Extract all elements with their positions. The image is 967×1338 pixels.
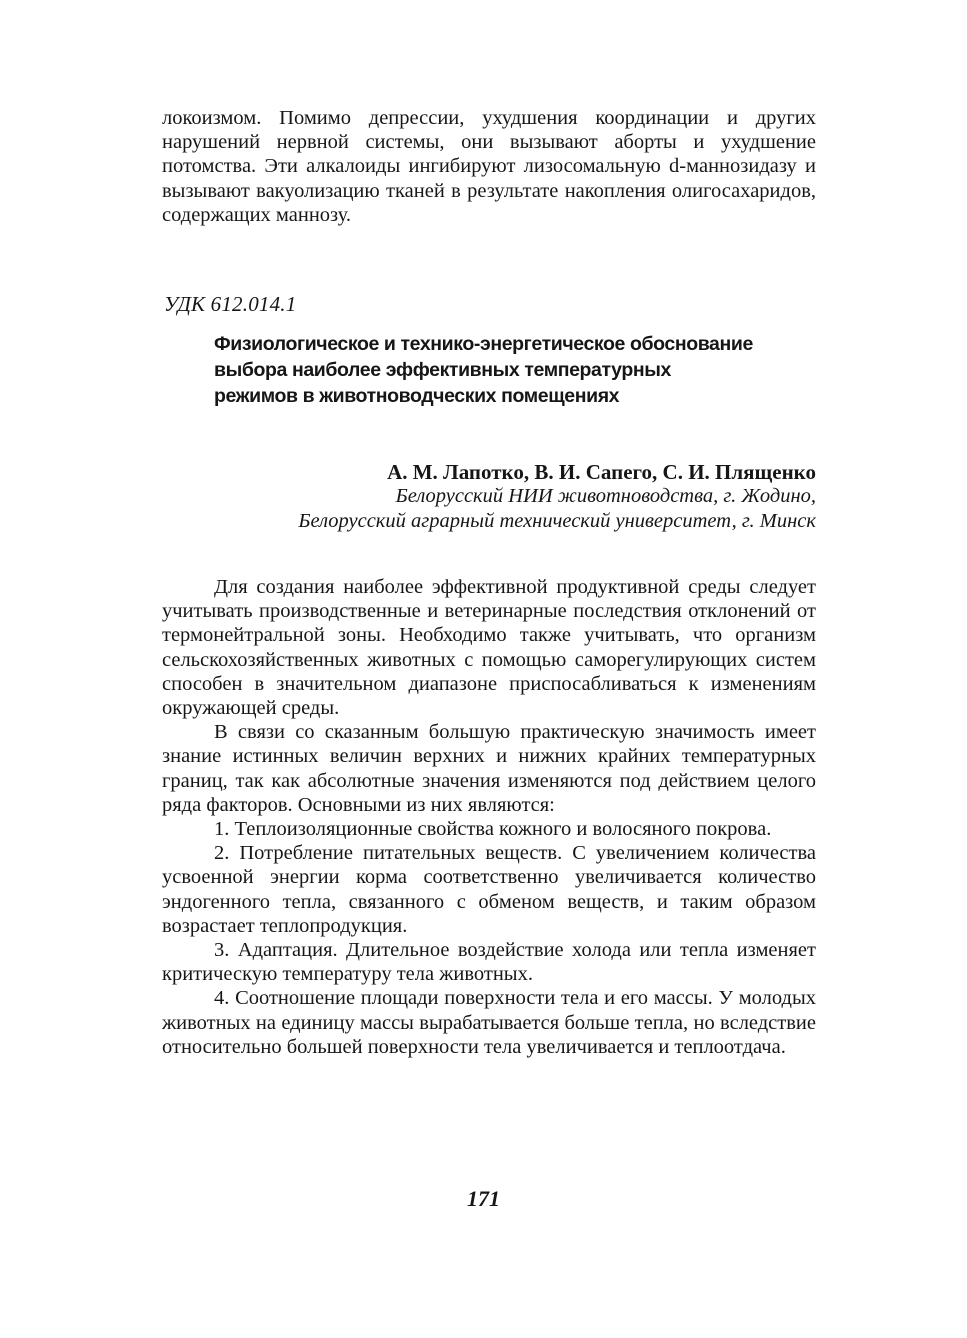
list-item: 3. Адаптация. Длительное воздействие холода или тепла изменяет критическую температуру тела животных. xyxy=(162,939,816,986)
affiliation-2: Белорусский аграрный технический университет, г. Минск xyxy=(298,510,816,532)
list-item: 2. Потребление питательных веществ. С увеличением количества усвоенной энергии корма соответственно увеличивается количество эндогенного тепла, связанного с обменом веществ, и таким образом возрастает теплопродукция. xyxy=(162,842,816,937)
body-paragraph: В связи со сказанным большую практическую значимость имеет знание истинных величин верхних и нижних крайних температурных границ, так как абсолютные значения изменяются под действием целого ряда факторов. Основными из них являются: xyxy=(162,721,816,816)
article-body xyxy=(162,575,816,1059)
body-paragraph: Для создания наиболее эффективной продуктивной среды следует учитывать производственные и ветеринарные последствия отклонений от термонейтральной зоны. Необходимо также учитывать, что организм сельскохозяйственных животных с помощью саморегулирующих систем способен в значительном диапазоне приспосабливаться к изменениям окружающей среды. xyxy=(162,576,816,720)
article-title: Физиологическое и технико-энергетическое обоснование выбора наиболее эффективных температурных режимов в животноводческих помещениях xyxy=(214,333,753,407)
article-authors: А. М. Лапотко, В. И. Сапего, С. И. Плященко xyxy=(387,460,816,484)
continuation-paragraph: локоизмом. Помимо депрессии, ухудшения координации и других нарушений нервной системы, они вызывают аборты и ухудшение потомства. Эти алкалоиды ингибируют лизосомальную d-маннозидазу и вызывают вакуолизацию тканей в результате накопления олигосахаридов, содержащих маннозу. xyxy=(162,107,816,226)
udk-code: УДК 612.014.1 xyxy=(164,292,297,316)
list-item: 4. Соотношение площади поверхности тела и его массы. У молодых животных на единицу массы вырабатывается больше тепла, но вследствие относительно большей поверхности тела увеличивается и теплоотдача. xyxy=(162,987,816,1058)
list-item: 1. Теплоизоляционные свойства кожного и волосяного покрова. xyxy=(214,818,772,841)
affiliation-1: Белорусский НИИ животноводства, г. Жодино, xyxy=(395,485,816,507)
previous-article-ending xyxy=(162,106,816,227)
page-number: 171 xyxy=(467,1186,500,1211)
